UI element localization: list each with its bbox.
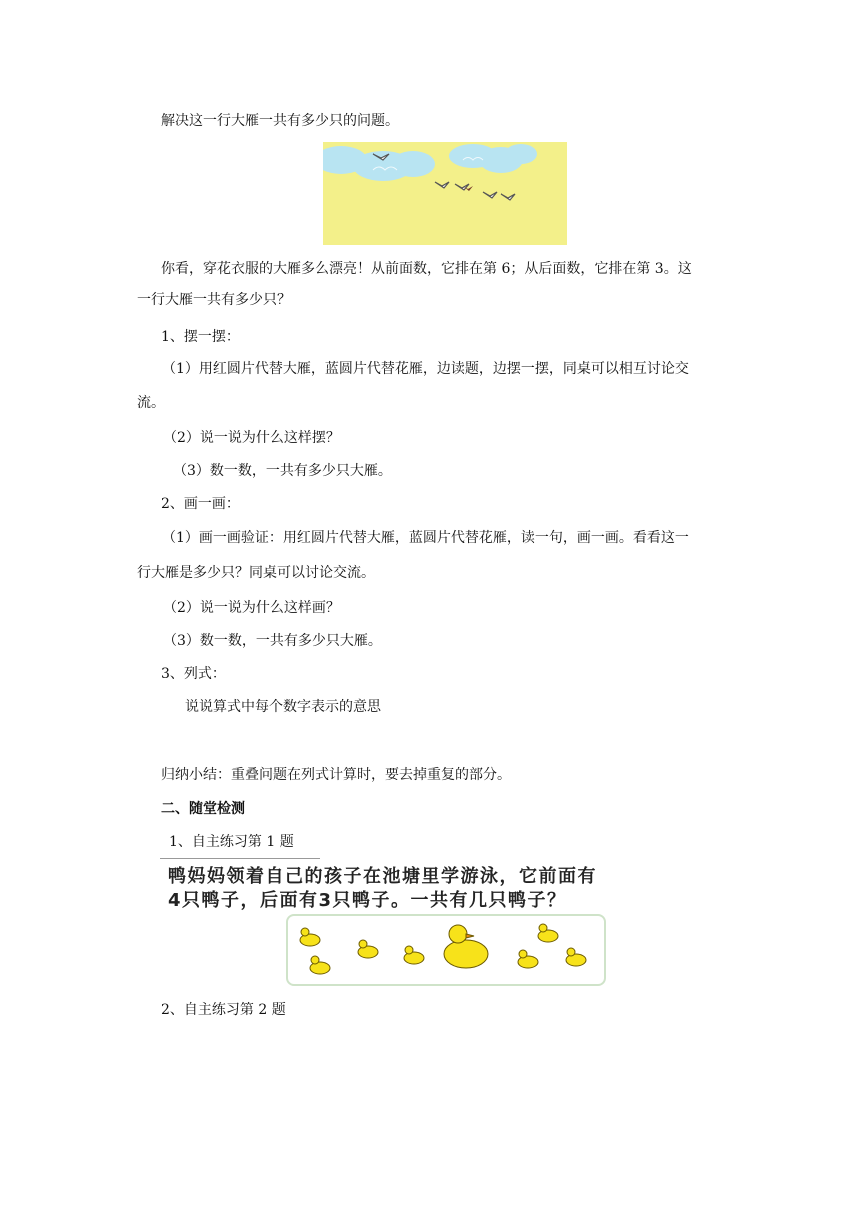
heading-quiz: 二、随堂检测	[161, 801, 245, 817]
section-2-item-1b: 行大雁是多少只？同桌可以讨论交流。	[137, 565, 375, 581]
duck-problem-line-2: 4只鸭子，后面有3只鸭子。一共有几只鸭子？	[168, 890, 567, 911]
section-2-item-1a: （1）画一画验证：用红圆片代替大雁，蓝圆片代替花雁，读一句，画一画。看看这一	[162, 530, 689, 546]
duckling-icon	[310, 956, 330, 974]
section-1-item-3: （3）数一数，一共有多少只大雁。	[173, 463, 392, 479]
section-2-item-3: （3）数一数，一共有多少只大雁。	[163, 633, 382, 649]
duckling-icon	[538, 924, 558, 942]
duckling-icon	[358, 940, 378, 958]
section-2-item-2: （2）说一说为什么这样画？	[163, 600, 340, 616]
duckling-icon	[566, 948, 586, 966]
section-3-item: 说说算式中每个数字表示的意思	[185, 699, 381, 715]
section-2-heading: 2、画一画：	[161, 496, 240, 512]
section-1-item-1b: 流。	[137, 395, 165, 411]
section-1-heading: 1、摆一摆：	[161, 329, 240, 345]
summary: 归纳小结：重叠问题在列式计算时，要去掉重复的部分。	[161, 767, 511, 783]
paragraph-question-1: 你看，穿花衣服的大雁多么漂亮！从前面数，它排在第 6；从后面数，它排在第 3。这	[161, 261, 692, 277]
duckling-icon	[300, 928, 320, 946]
duckling-icon	[518, 950, 538, 968]
mother-duck-icon	[444, 925, 488, 968]
ducks-frame	[286, 914, 606, 986]
duckling-icon	[404, 946, 424, 964]
section-3-heading: 3、列式：	[161, 666, 226, 682]
exercise-2-label: 2、自主练习第 2 题	[161, 1002, 286, 1018]
section-1-item-2: （2）说一说为什么这样摆？	[163, 430, 340, 446]
duck-problem-image	[160, 856, 650, 988]
divider	[160, 858, 320, 859]
geese-illustration	[323, 142, 567, 245]
section-1-item-1a: （1）用红圆片代替大雁，蓝圆片代替花雁，边读题，边摆一摆，同桌可以相互讨论交	[162, 361, 689, 377]
duck-problem-line-1: 鸭妈妈领着自己的孩子在池塘里学游泳，它前面有	[168, 866, 597, 887]
paragraph-intro: 解决这一行大雁一共有多少只的问题。	[161, 113, 399, 129]
exercise-1-label: 1、自主练习第 1 题	[169, 834, 294, 850]
paragraph-question-2: 一行大雁一共有多少只？	[137, 292, 291, 308]
